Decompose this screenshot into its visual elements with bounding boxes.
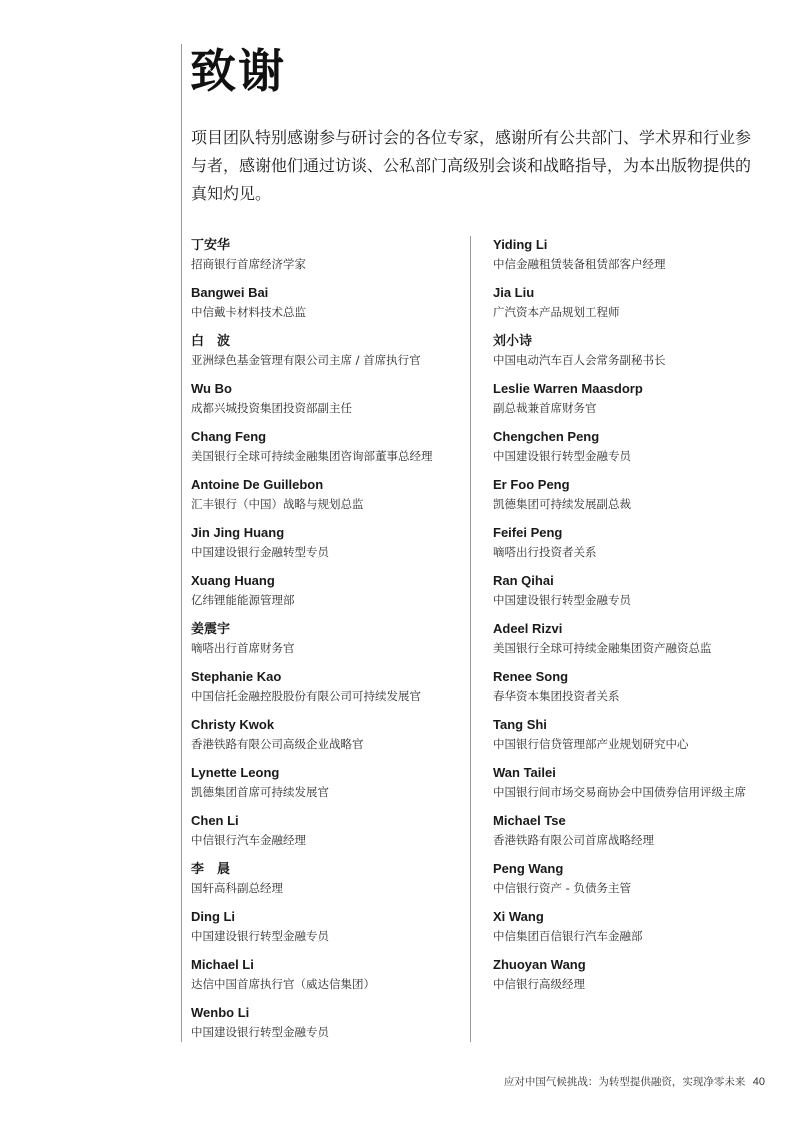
acknowledgement-entry [191,908,461,946]
person-role: 招商银行首席经济学家 [191,257,306,271]
person-name: Xi Wang [493,909,544,924]
acknowledgement-entry [191,428,461,466]
acknowledgement-entry [493,764,763,802]
acknowledgement-entry [493,380,763,418]
acknowledgement-entry [191,1004,461,1042]
person-role: 中信集团百信银行汽车金融部 [493,929,643,943]
person-name: Antoine De Guillebon [191,477,324,492]
acknowledgement-entry [493,956,763,994]
person-role: 春华资本集团投资者关系 [493,689,620,703]
person-role: 中信戴卡材料技术总监 [191,305,306,319]
page-number: 40 [752,1076,765,1088]
person-role: 嘀嗒出行投资者关系 [493,545,597,559]
person-name: Chen Li [191,813,239,828]
person-role: 香港铁路有限公司首席战略经理 [493,833,654,847]
person-name: Peng Wang [493,861,564,876]
acknowledgement-entry [191,236,461,274]
person-name: 姜震宇 [191,621,231,636]
acknowledgement-entry [191,524,461,562]
page-title: 致谢 [190,44,286,98]
person-role: 达信中国首席执行官（威达信集团） [191,977,375,991]
acknowledgement-entry [493,428,763,466]
acknowledgement-entry [191,860,461,898]
acknowledgement-entry [191,716,461,754]
person-name: Er Foo Peng [493,477,570,492]
column-divider [470,236,471,1042]
acknowledgement-entry [493,620,763,658]
person-name: Wenbo Li [191,1005,250,1020]
person-role: 副总裁兼首席财务官 [493,401,597,415]
person-role: 中国银行信贷管理部产业规划研究中心 [493,737,689,751]
person-name: Yiding Li [493,237,548,252]
acknowledgement-entry [493,668,763,706]
person-name: Adeel Rizvi [493,621,563,636]
acknowledgement-entry [493,860,763,898]
acknowledgement-entry [191,620,461,658]
acknowledgement-list-left [191,236,461,1052]
person-name: Chengchen Peng [493,429,600,444]
acknowledgement-entry [493,572,763,610]
person-name: Lynette Leong [191,765,280,780]
acknowledgement-entry [493,716,763,754]
person-name: 白 波 [191,333,231,348]
acknowledgement-entry [191,332,461,370]
person-role: 中国信托金融控股股份有限公司可持续发展官 [191,689,421,703]
person-role: 香港铁路有限公司高级企业战略官 [191,737,364,751]
acknowledgement-list-right [493,236,763,1004]
acknowledgement-entry [191,572,461,610]
acknowledgement-entry [493,332,763,370]
person-role: 中信银行资产 - 负债务主管 [493,881,631,895]
person-name: Bangwei Bai [191,285,269,300]
person-name: Tang Shi [493,717,547,732]
acknowledgement-entry [191,380,461,418]
person-name: Wu Bo [191,381,232,396]
person-name: Renee Song [493,669,569,684]
person-name: Stephanie Kao [191,669,282,684]
intro-paragraph: 项目团队特别感谢参与研讨会的各位专家，感谢所有公共部门、学术界和行业参与者，感谢他们通过访谈、公私部门高级别会谈和战略指导，为本出版物提供的真知灼见。 [191,128,752,203]
person-role: 中国建设银行转型金融专员 [191,1025,329,1039]
person-role: 中信银行汽车金融经理 [191,833,306,847]
person-role: 亚洲绿色基金管理有限公司主席 / 首席执行官 [191,353,421,367]
person-role: 中国电动汽车百人会常务副秘书长 [493,353,666,367]
person-role: 中国建设银行转型金融专员 [493,593,631,607]
acknowledgement-entry [191,764,461,802]
person-name: Christy Kwok [191,717,275,732]
person-name: Jia Liu [493,285,535,300]
person-name: Ran Qihai [493,573,554,588]
acknowledgement-entry [493,524,763,562]
acknowledgement-entry [191,284,461,322]
acknowledgement-entry [493,476,763,514]
acknowledgement-entry [191,956,461,994]
person-role: 成都兴城投资集团投资部副主任 [191,401,352,415]
acknowledgement-entry [493,812,763,850]
person-name: Leslie Warren Maasdorp [493,381,643,396]
footer-publication-title: 应对中国气候挑战：为转型提供融资，实现净零未来 [503,1076,746,1088]
person-role: 国轩高科副总经理 [191,881,283,895]
page-footer [504,1074,765,1090]
left-divider [181,44,182,1042]
person-name: Wan Tailei [493,765,556,780]
person-role: 中国建设银行金融转型专员 [191,545,329,559]
acknowledgement-entry [493,236,763,274]
acknowledgement-entry [191,812,461,850]
person-role: 广汽资本产品规划工程师 [493,305,620,319]
person-role: 凯德集团可持续发展副总裁 [493,497,631,511]
person-name: Michael Li [191,957,254,972]
acknowledgement-entry [493,284,763,322]
person-name: Chang Feng [191,429,267,444]
person-name: Xuang Huang [191,573,275,588]
person-name: Ding Li [191,909,236,924]
person-role: 美国银行全球可持续金融集团咨询部董事总经理 [191,449,433,463]
person-role: 中信金融租赁装备租赁部客户经理 [493,257,666,271]
person-role: 亿纬锂能能源管理部 [191,593,295,607]
person-role: 中国建设银行转型金融专员 [493,449,631,463]
person-name: Michael Tse [493,813,566,828]
person-name: 刘小诗 [493,333,533,348]
acknowledgement-entry [191,476,461,514]
acknowledgement-entry [191,668,461,706]
person-role: 中国银行间市场交易商协会中国债券信用评级主席 [493,785,746,799]
person-role: 中国建设银行转型金融专员 [191,929,329,943]
person-role: 美国银行全球可持续金融集团资产融资总监 [493,641,712,655]
person-name: Feifei Peng [493,525,563,540]
person-name: Jin Jing Huang [191,525,285,540]
person-role: 嘀嗒出行首席财务官 [191,641,295,655]
person-name: 丁安华 [191,237,231,252]
person-role: 凯德集团首席可持续发展官 [191,785,329,799]
person-name: 李 晨 [191,861,231,876]
person-role: 汇丰银行（中国）战略与规划总监 [191,497,364,511]
person-role: 中信银行高级经理 [493,977,585,991]
acknowledgement-entry [493,908,763,946]
person-name: Zhuoyan Wang [493,957,586,972]
